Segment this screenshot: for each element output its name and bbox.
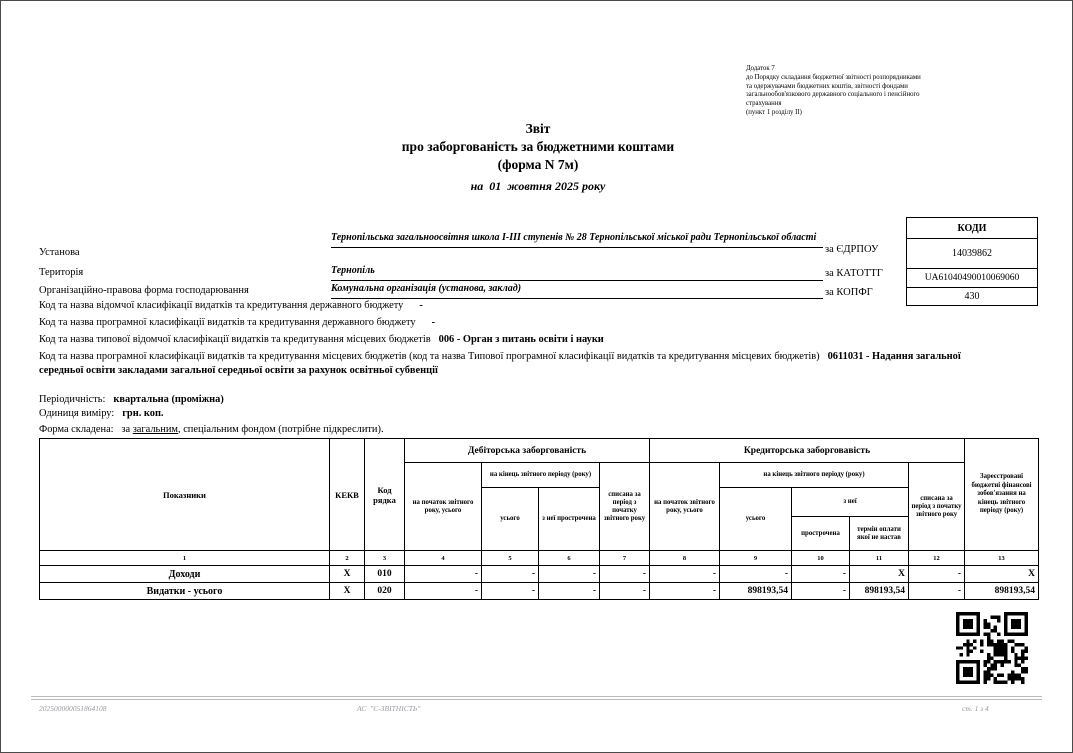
footer-divider <box>31 696 1042 700</box>
kopfg-value: 430 <box>964 291 980 302</box>
edrpou-value: 14039862 <box>907 239 1037 269</box>
form-composed-underlined: загальним <box>132 424 178 435</box>
form-composed-label: Форма складена: за <box>39 424 133 435</box>
classification-line-1 <box>39 299 1005 313</box>
col-header-deb-start: на початок звітного року, усього <box>405 463 482 551</box>
cell-value: - <box>482 566 539 583</box>
col-header-cred-overdue: прострочена <box>792 517 850 551</box>
appendix-line: до Порядку складання бюджетної звітності розпорядниками <box>746 73 921 81</box>
row-kekv: Х <box>330 566 365 583</box>
col-header-cred-notdue: термін оплати якої не настав <box>850 517 909 551</box>
classification-line-2-label: Код та назва програмної класифікації видатків та кредитування державного бюджету <box>39 317 416 328</box>
col-header-cred-of-it: з неї <box>792 488 909 517</box>
row-indicator: Видатки - усього <box>40 583 330 600</box>
col-header-kekv: КЕКВ <box>330 439 365 551</box>
cell-value: - <box>792 583 850 600</box>
form-composed-line <box>39 423 1005 437</box>
col-number: 1 <box>40 551 330 566</box>
col-number: 11 <box>850 551 909 566</box>
cell-value: - <box>650 583 720 600</box>
classification-line-1-label: Код та назва відомчої класифікації видатків та кредитування державного бюджету <box>39 300 404 311</box>
classification-line-3-value: 006 - Орган з питань освіти і науки <box>438 334 604 345</box>
unit-value: грн. коп. <box>122 408 164 419</box>
qr-code <box>956 612 1028 684</box>
periodicity-line <box>39 393 1005 407</box>
institution-value: Тернопільська загальноосвітня школа І-ІІІ ступенів № 28 Тернопільської міської ради Тернопільської області <box>331 231 823 248</box>
col-header-deb-end-total: усього <box>482 488 539 551</box>
col-number: 10 <box>792 551 850 566</box>
col-number: 2 <box>330 551 365 566</box>
report-title <box>121 120 955 194</box>
cell-value: - <box>405 566 482 583</box>
appendix-note <box>746 65 1004 118</box>
classification-line-4-value: 0611031 - Надання загальної середньої освіти закладами загальної середньої освіти за рахунок освітньої субвенції <box>39 351 961 376</box>
column-number-row <box>40 551 1039 566</box>
col-header-cred-end-group: на кінець звітного періоду (року) <box>720 463 909 488</box>
classification-line-2-value: - <box>431 317 436 328</box>
classification-line-3-label: Код та назва типової відомчої класифікації видатків та кредитування місцевих бюджетів <box>39 334 431 345</box>
legal-form-value: Комунальна організація (установа, заклад) <box>331 283 823 299</box>
col-header-indicators: Показники <box>40 439 330 551</box>
appendix-line: (пункт 1 розділу ІІ) <box>746 108 802 116</box>
legal-form-label: Організаційно-правова форма господарювання <box>39 285 249 296</box>
cell-value: 898193,54 <box>850 583 909 600</box>
cell-value: - <box>792 566 850 583</box>
codes-header: КОДИ <box>907 218 1037 239</box>
col-number: 6 <box>539 551 600 566</box>
classification-line-4-label: Код та назва програмної класифікації видатків та кредитування місцевих бюджетів (код та назва Типової програмної класифікації видатків та кредитування місцевих бюджетів) <box>39 351 820 362</box>
classification-line-4 <box>39 350 1005 377</box>
katottg-value: UA61040490010069060 <box>907 269 1037 288</box>
classification-line-3 <box>39 333 1005 347</box>
unit-line <box>39 407 1005 421</box>
periodicity-label: Періодичність: <box>39 394 106 405</box>
col-number: 8 <box>650 551 720 566</box>
col-header-cred-start: на початок звітного року, усього <box>650 463 720 551</box>
cell-value: - <box>539 566 600 583</box>
cell-value: - <box>909 583 965 600</box>
cell-value: Х <box>965 566 1039 583</box>
appendix-line: страхування <box>746 100 782 108</box>
cell-value: - <box>600 566 650 583</box>
row-code: 010 <box>365 566 405 583</box>
cell-value: - <box>600 583 650 600</box>
table-row-incomes <box>40 566 1039 583</box>
footer-system-name: АС "Є-ЗВІТНІСТЬ" <box>357 704 421 713</box>
col-number: 9 <box>720 551 792 566</box>
cell-value: - <box>482 583 539 600</box>
col-number: 7 <box>600 551 650 566</box>
cell-value: - <box>405 583 482 600</box>
kopfg-label: за КОПФГ <box>825 287 873 298</box>
col-header-row-code: Код рядка <box>365 439 405 551</box>
periodicity-value: квартальна (проміжна) <box>113 394 224 405</box>
cell-value: 898193,54 <box>720 583 792 600</box>
col-header-deb-end-group: на кінець звітного періоду (року) <box>482 463 600 488</box>
cell-value: Х <box>850 566 909 583</box>
col-group-credit: Кредиторська заборговавість <box>650 439 965 463</box>
col-group-debit: Дебіторська заборгованість <box>405 439 650 463</box>
col-number: 13 <box>965 551 1039 566</box>
debt-table <box>39 438 1039 600</box>
classification-line-1-value: - <box>419 300 423 311</box>
cell-value: - <box>720 566 792 583</box>
col-header-cred-end-total: усього <box>720 488 792 551</box>
col-number: 4 <box>405 551 482 566</box>
title-line-1: Звіт <box>525 121 551 136</box>
title-line-2: про заборгованість за бюджетними коштами <box>401 139 675 154</box>
footer-page-info: ст. 1 з 4 <box>962 704 989 713</box>
row-code: 020 <box>365 583 405 600</box>
classification-line-2 <box>39 316 1005 330</box>
row-indicator: Доходи <box>40 566 330 583</box>
row-kekv: Х <box>330 583 365 600</box>
col-number: 5 <box>482 551 539 566</box>
territory-value: Тернопіль <box>331 265 823 281</box>
col-number: 3 <box>365 551 405 566</box>
appendix-line: та одержувачами бюджетних коштів, звітності фондами <box>746 82 908 90</box>
footer-doc-number: 202500000051864108 <box>39 704 107 713</box>
unit-label: Одиниця виміру: <box>39 408 115 419</box>
table-row-expenditures <box>40 583 1039 600</box>
territory-label: Територія <box>39 267 84 278</box>
title-line-3: (форма N 7м) <box>497 157 579 172</box>
cell-value: - <box>909 566 965 583</box>
col-header-deb-writtenoff: списана за період з початку звітного року <box>600 463 650 551</box>
col-header-registered: Зареєстровані бюджетні фінансові зобов'язання на кінець звітного періоду (року) <box>965 439 1039 551</box>
cell-value: - <box>650 566 720 583</box>
col-number: 12 <box>909 551 965 566</box>
institution-label: Установа <box>39 247 80 258</box>
edrpou-label: за ЄДРПОУ <box>825 244 879 255</box>
katottg-label: за КАТОТТГ <box>825 268 883 279</box>
form-composed-rest: , спеціальним фондом (потрібне підкреслити). <box>178 424 384 435</box>
appendix-line: загальнообов'язкового державного соціального і пенсійного <box>746 91 920 99</box>
report-date: на 01 жовтня 2025 року <box>470 179 606 193</box>
codes-box <box>906 217 1038 306</box>
cell-value: - <box>539 583 600 600</box>
cell-value: 898193,54 <box>965 583 1039 600</box>
col-header-deb-end-overdue: з неї прострочена <box>539 488 600 551</box>
col-header-cred-writtenoff: списана за період з початку звітного року <box>909 463 965 551</box>
appendix-line: Додаток 7 <box>746 65 775 72</box>
